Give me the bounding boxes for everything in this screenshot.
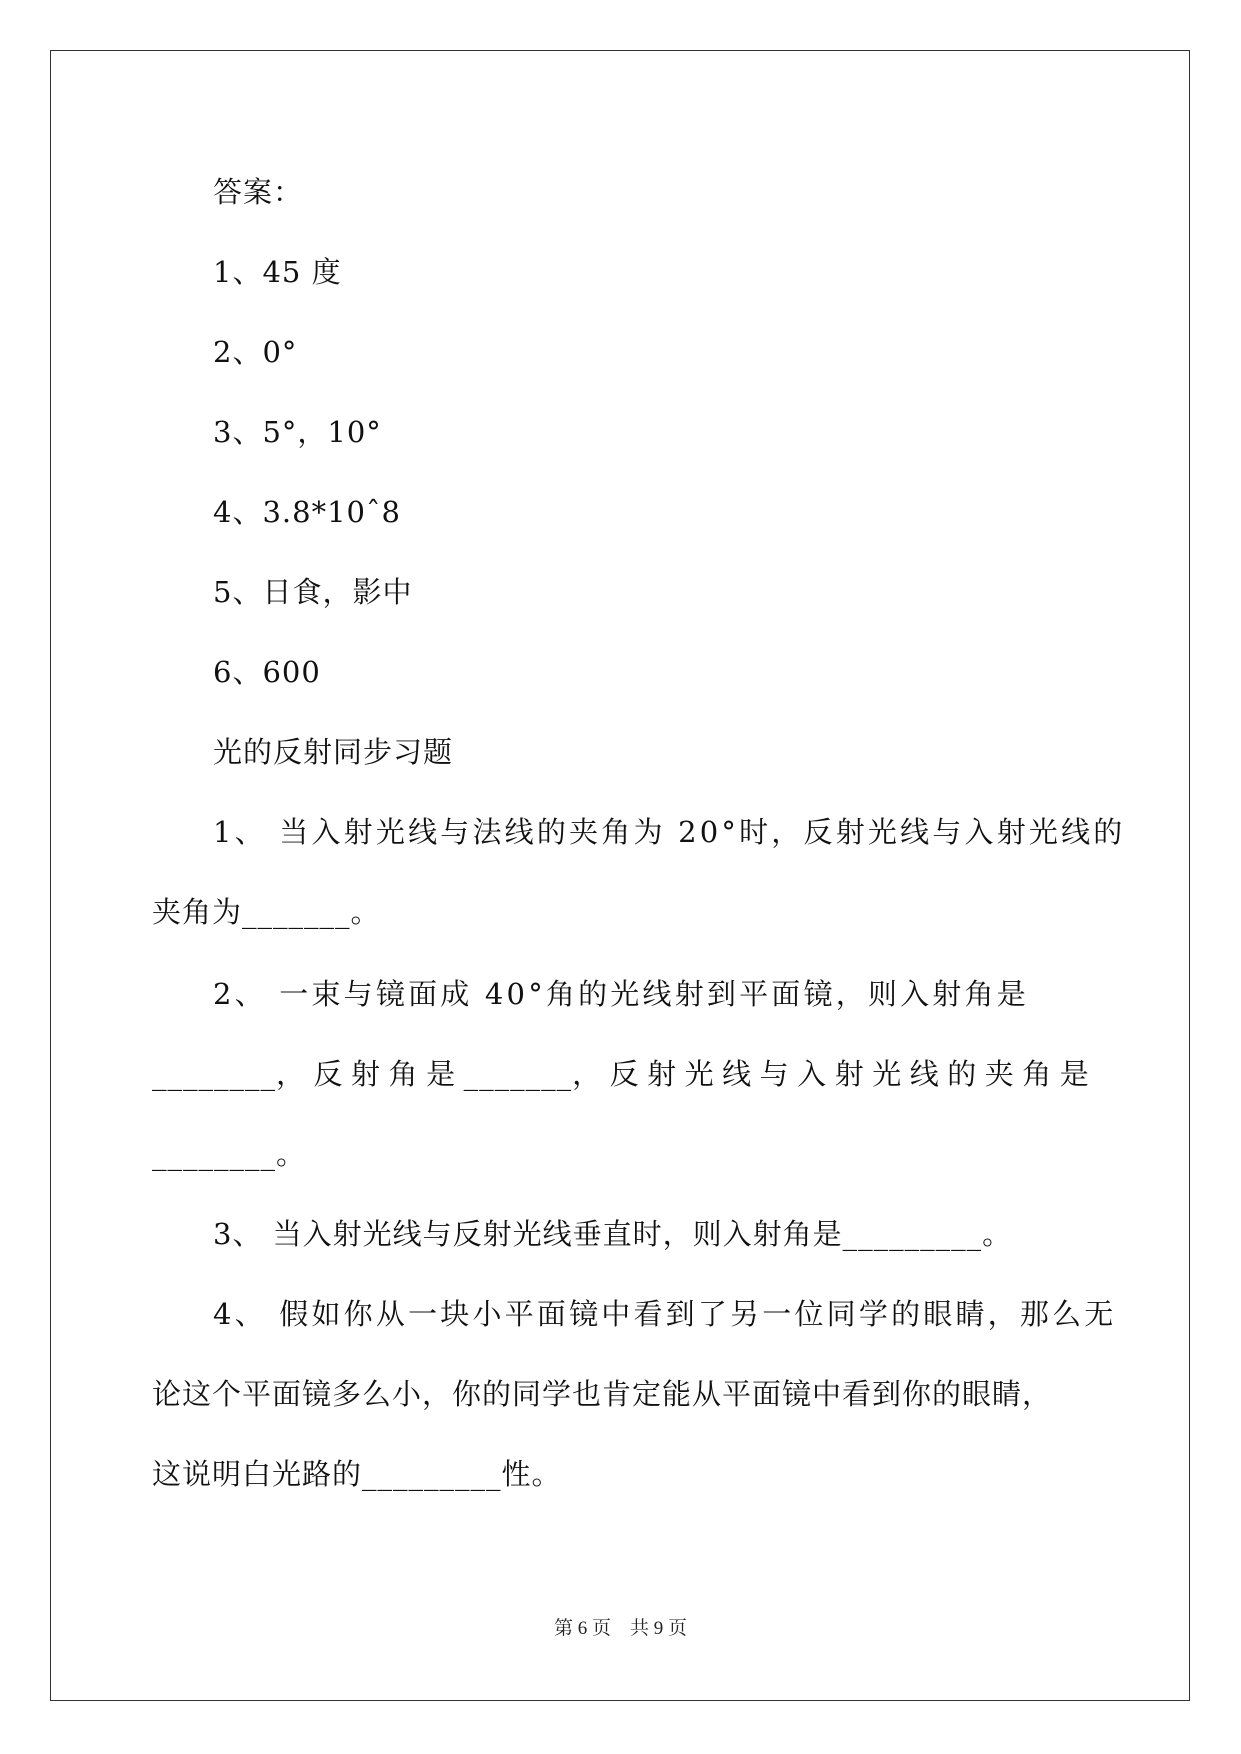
q2-part: 角 (1022, 1057, 1053, 1091)
question-4-line-1: 4、 假如你从一块小平面镜中看到了另一位同学的眼睛，那么无 (213, 1297, 1117, 1331)
answers-heading: 答案： (213, 175, 304, 209)
q2-part: 的 (947, 1057, 978, 1091)
question-1-line-2: 夹角为_______。 (152, 895, 381, 929)
answer-item-2: 2、0° (213, 335, 298, 369)
q2-part: 反 (609, 1057, 640, 1091)
question-2-line-3: ________。 (152, 1137, 307, 1171)
q2-part: 光 (872, 1057, 903, 1091)
q2-part: 是 (1059, 1057, 1090, 1091)
q2-part: 入 (797, 1057, 828, 1091)
answer-item-1: 1、45 度 (213, 255, 342, 289)
q2-part: 线 (909, 1057, 940, 1091)
q2-part: 线 (722, 1057, 753, 1091)
q2-part: 夹 (984, 1057, 1015, 1091)
question-1-line-1: 1、 当入射光线与法线的夹角为 20°时，反射光线与入射光线的 (213, 815, 1126, 849)
q2-part: 射 (834, 1057, 865, 1091)
q2-part: 射 (647, 1057, 678, 1091)
answer-item-4: 4、3.8*10ˆ8 (213, 495, 401, 529)
q2-part: 反 (313, 1057, 344, 1091)
q2-part: 光 (684, 1057, 715, 1091)
q2-part: 角 (388, 1057, 419, 1091)
answer-item-5: 5、日食，影中 (213, 575, 413, 609)
q2-part: 是 (426, 1057, 457, 1091)
q2-part: _______， (463, 1057, 603, 1091)
exercise-title: 光的反射同步习题 (213, 735, 454, 769)
question-3-line-1: 3、 当入射光线与反射光线垂直时，则入射角是_________。 (213, 1217, 1013, 1251)
page-number: 第 6 页 共 9 页 (553, 1618, 687, 1639)
question-4-line-3: 这说明白光路的_________性。 (152, 1457, 562, 1491)
question-4-line-2: 论这个平面镜多么小，你的同学也肯定能从平面镜中看到你的眼睛， (152, 1377, 1053, 1411)
answer-item-6: 6、600 (213, 655, 321, 689)
q2-part: 与 (759, 1057, 790, 1091)
question-2-line-1: 2、 一束与镜面成 40°角的光线射到平面镜，则入射角是 (213, 977, 1029, 1011)
question-2-line-2 (152, 1054, 1090, 1094)
q2-part: ________， (152, 1057, 307, 1091)
answer-item-3: 3、5°，10° (213, 415, 382, 449)
q2-part: 射 (351, 1057, 382, 1091)
